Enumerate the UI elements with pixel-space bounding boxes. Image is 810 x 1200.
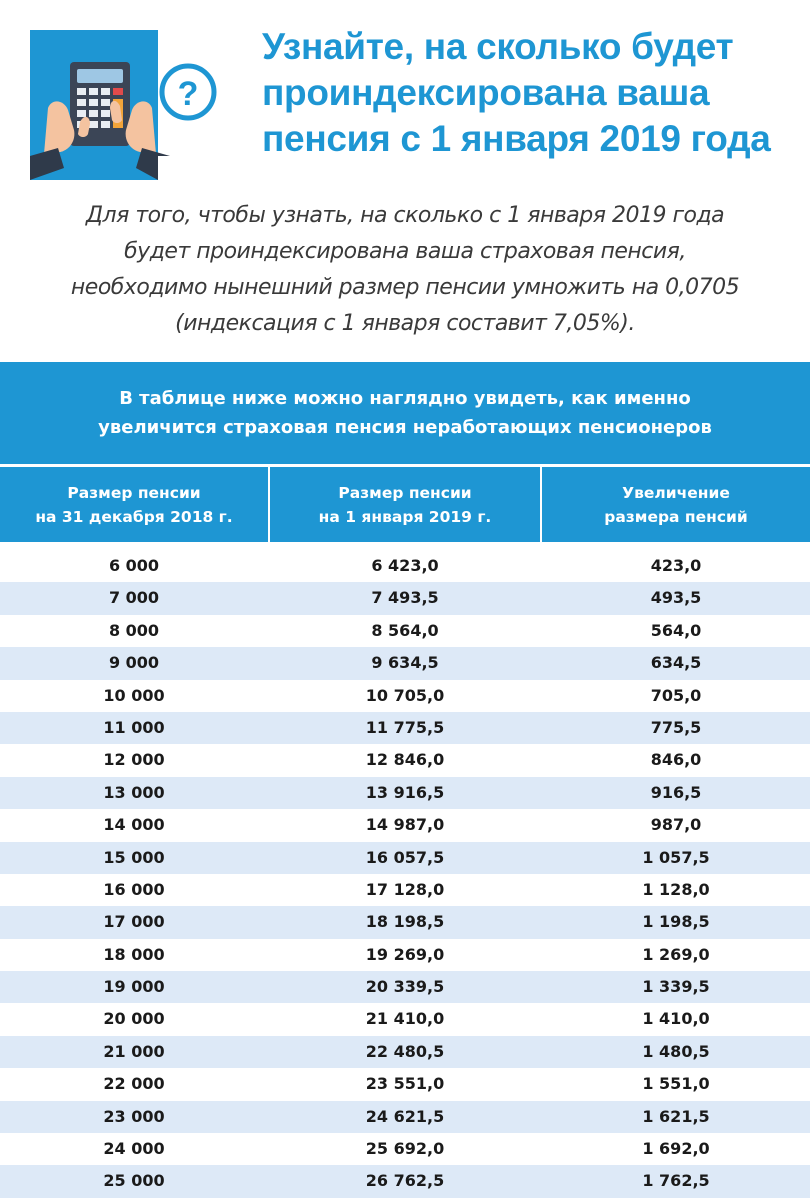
cell-pension-jan-2019: 16 057,5 — [365, 847, 445, 867]
calculator-display — [77, 69, 123, 83]
cell-pension-increase: 1 128,0 — [642, 879, 710, 899]
header-3-line-1: Увеличение — [622, 483, 730, 502]
table-row — [0, 615, 810, 647]
table-row — [0, 1036, 810, 1068]
cell-pension-jan-2019: 18 198,5 — [365, 912, 445, 932]
header-2-line-2: на 1 января 2019 г. — [318, 507, 492, 526]
table-body — [0, 550, 810, 1198]
cell-pension-increase: 634,5 — [650, 653, 702, 673]
table-row — [0, 647, 810, 679]
table-row — [0, 1101, 810, 1133]
title-line-2: проиндексирована ваша — [262, 72, 710, 113]
cell-pension-dec-2018: 15 000 — [103, 847, 165, 867]
cell-pension-jan-2019: 10 705,0 — [365, 685, 445, 705]
table-row — [0, 550, 810, 582]
header-2-line-1: Размер пенсии — [338, 483, 472, 502]
table-row — [0, 809, 810, 841]
cell-pension-increase: 775,5 — [650, 717, 702, 737]
table-row — [0, 874, 810, 906]
header-pension-increase — [542, 467, 810, 542]
intro-line-2: будет проиндексирована ваша страховая пенсия, — [124, 239, 686, 264]
table-row — [0, 777, 810, 809]
table-header — [0, 467, 810, 542]
header-1-line-2: на 31 декабря 2018 г. — [35, 507, 233, 526]
cell-pension-dec-2018: 8 000 — [108, 620, 160, 640]
cell-pension-jan-2019: 12 846,0 — [365, 750, 445, 770]
table-row — [0, 712, 810, 744]
cell-pension-jan-2019: 22 480,5 — [365, 1041, 445, 1061]
cell-pension-increase: 705,0 — [650, 685, 702, 705]
intro-line-1: Для того, чтобы узнать, на сколько с 1 января 2019 года — [85, 203, 725, 228]
cell-pension-dec-2018: 11 000 — [103, 717, 165, 737]
cell-pension-dec-2018: 24 000 — [103, 1139, 165, 1159]
cell-pension-dec-2018: 9 000 — [108, 653, 160, 673]
cell-pension-jan-2019: 20 339,5 — [365, 977, 445, 997]
cell-pension-increase: 1 269,0 — [642, 944, 710, 964]
cell-pension-dec-2018: 19 000 — [103, 977, 165, 997]
table-row — [0, 1133, 810, 1165]
cell-pension-dec-2018: 18 000 — [103, 944, 165, 964]
cell-pension-jan-2019: 9 634,5 — [371, 653, 439, 673]
header-pension-jan-2019 — [270, 467, 540, 542]
cell-pension-jan-2019: 25 692,0 — [365, 1139, 445, 1159]
cell-pension-dec-2018: 7 000 — [108, 588, 160, 608]
header-1-line-1: Размер пенсии — [67, 483, 201, 502]
intro-paragraph — [0, 198, 810, 342]
cell-pension-jan-2019: 19 269,0 — [365, 944, 445, 964]
cell-pension-dec-2018: 16 000 — [103, 879, 165, 899]
intro-line-4: (индексация с 1 января составит 7,05%). — [175, 311, 635, 336]
cell-pension-increase: 1 551,0 — [642, 1074, 710, 1094]
cell-pension-increase: 1 198,5 — [642, 912, 710, 932]
cell-pension-dec-2018: 17 000 — [103, 912, 165, 932]
cell-pension-increase: 987,0 — [650, 815, 702, 835]
page-title — [262, 24, 802, 162]
cell-pension-dec-2018: 10 000 — [103, 685, 165, 705]
table-row — [0, 906, 810, 938]
cell-pension-jan-2019: 24 621,5 — [365, 1106, 445, 1126]
cell-pension-increase: 1 410,0 — [642, 1009, 710, 1029]
table-row — [0, 680, 810, 712]
banner-line-2: увеличится страховая пенсия неработающих пенсионеров — [98, 417, 712, 438]
title-line-1: Узнайте, на сколько будет — [262, 26, 734, 67]
table-row — [0, 971, 810, 1003]
cell-pension-increase: 1 480,5 — [642, 1041, 710, 1061]
cell-pension-dec-2018: 14 000 — [103, 815, 165, 835]
table-row — [0, 1165, 810, 1197]
cell-pension-jan-2019: 21 410,0 — [365, 1009, 445, 1029]
cell-pension-increase: 423,0 — [650, 556, 702, 575]
table-row — [0, 939, 810, 971]
cell-pension-increase: 916,5 — [650, 782, 702, 802]
cell-pension-dec-2018: 25 000 — [103, 1171, 165, 1191]
cell-pension-increase: 1 692,0 — [642, 1139, 710, 1159]
table-row — [0, 582, 810, 614]
cell-pension-jan-2019: 6 423,0 — [371, 556, 439, 575]
cell-pension-jan-2019: 8 564,0 — [371, 620, 439, 640]
cell-pension-jan-2019: 7 493,5 — [371, 588, 439, 608]
table-row — [0, 842, 810, 874]
intro-line-3: необходимо нынешний размер пенсии умножить на 0,0705 — [70, 275, 740, 300]
cell-pension-dec-2018: 21 000 — [103, 1041, 165, 1061]
cell-pension-jan-2019: 13 916,5 — [365, 782, 445, 802]
question-mark: ? — [177, 75, 199, 113]
table-row — [0, 1068, 810, 1100]
cell-pension-jan-2019: 26 762,5 — [365, 1171, 445, 1191]
cell-pension-increase: 564,0 — [650, 620, 702, 640]
cell-pension-jan-2019: 11 775,5 — [365, 717, 445, 737]
cell-pension-jan-2019: 23 551,0 — [365, 1074, 445, 1094]
cell-pension-increase: 846,0 — [650, 750, 702, 770]
calculator-question-icon — [30, 30, 222, 180]
cell-pension-increase: 1 621,5 — [642, 1106, 710, 1126]
cell-pension-dec-2018: 20 000 — [103, 1009, 165, 1029]
header-3-line-2: размера пенсий — [604, 507, 748, 526]
title-line-3: пенсия с 1 января 2019 года — [262, 118, 771, 159]
cell-pension-increase: 1 339,5 — [642, 977, 710, 997]
cell-pension-jan-2019: 14 987,0 — [365, 815, 445, 835]
cell-pension-increase: 1 057,5 — [642, 847, 710, 867]
cell-pension-dec-2018: 23 000 — [103, 1106, 165, 1126]
table-caption-banner — [0, 362, 810, 464]
cell-pension-increase: 493,5 — [650, 588, 702, 608]
cell-pension-increase: 1 762,5 — [642, 1171, 710, 1191]
cell-pension-dec-2018: 12 000 — [103, 750, 165, 770]
cell-pension-dec-2018: 13 000 — [103, 782, 165, 802]
table-row — [0, 1003, 810, 1035]
table-row — [0, 744, 810, 776]
cell-pension-jan-2019: 17 128,0 — [365, 879, 445, 899]
banner-line-1: В таблице ниже можно наглядно увидеть, как именно — [119, 388, 691, 409]
header-pension-dec-2018 — [0, 467, 268, 542]
cell-pension-dec-2018: 22 000 — [103, 1074, 165, 1094]
cell-pension-dec-2018: 6 000 — [108, 556, 160, 575]
